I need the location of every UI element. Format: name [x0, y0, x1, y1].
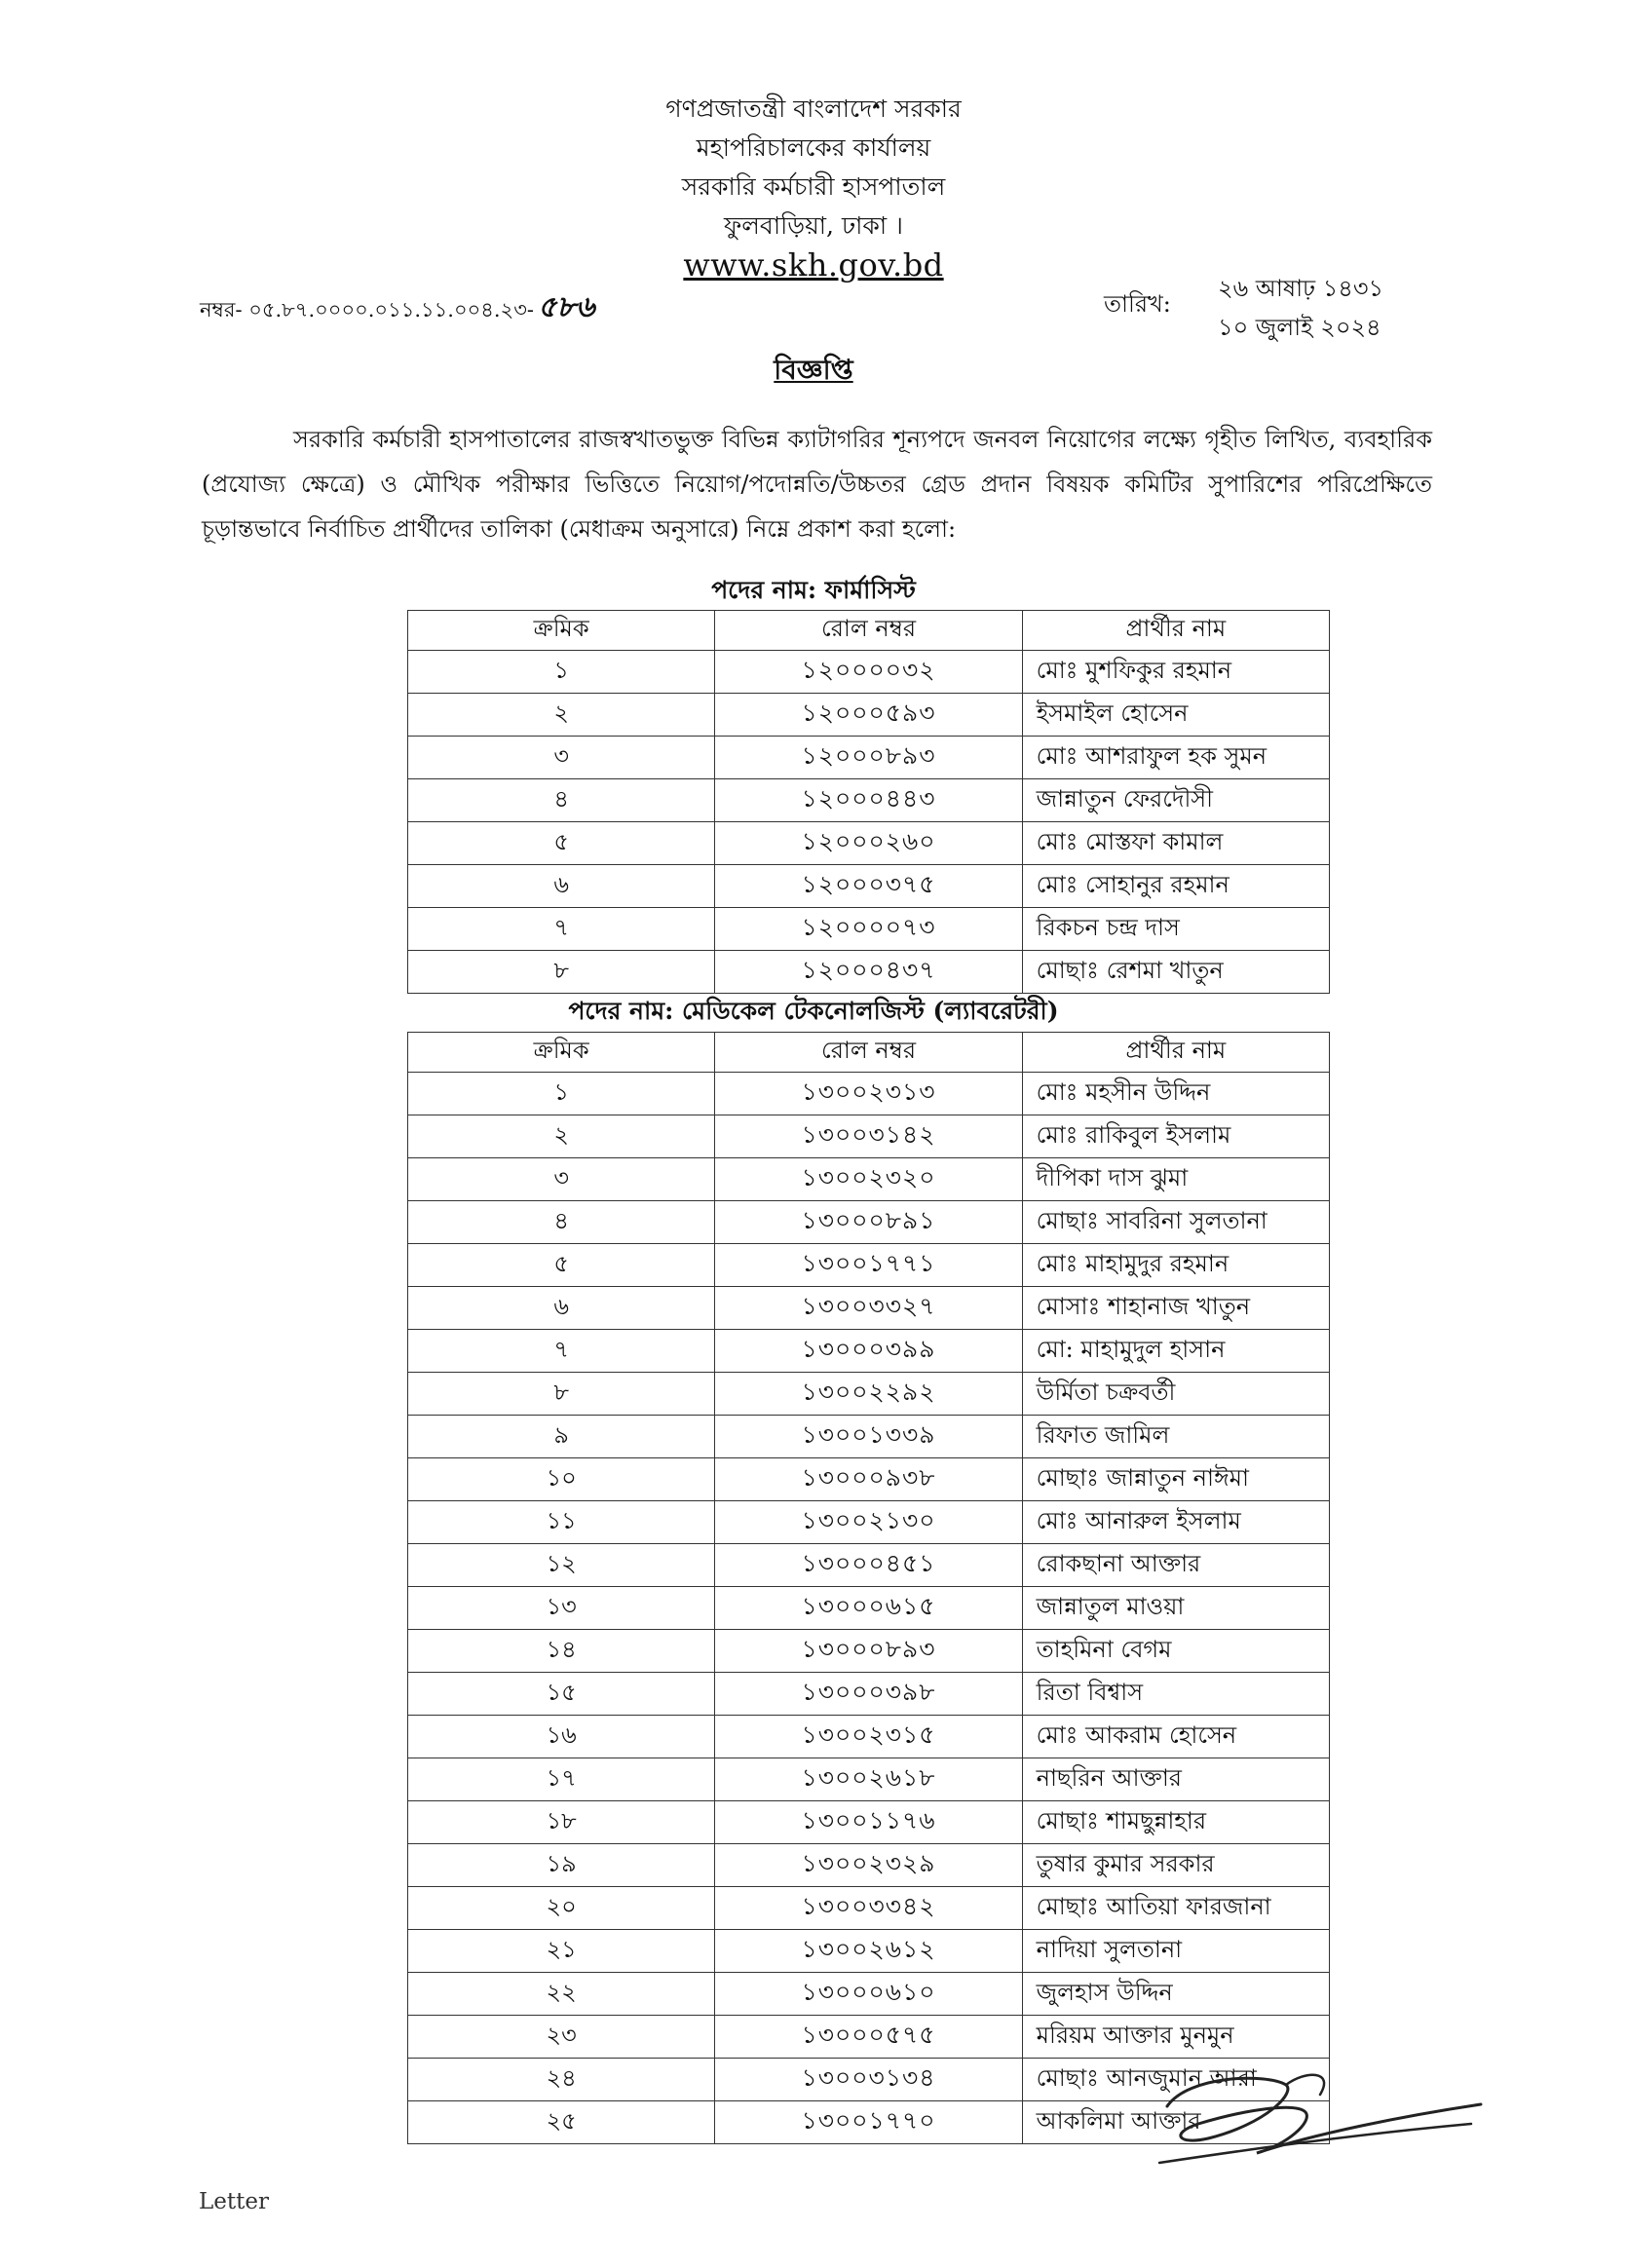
table-row: [408, 1244, 1330, 1287]
roll-number-cell: ১৩০০০৬১০: [715, 1973, 1022, 2016]
website-link[interactable]: www.skh.gov.bd: [683, 246, 944, 284]
roll-number-cell: ১২০০০৩৭৫: [715, 865, 1022, 908]
memo-number: [200, 290, 594, 327]
serial-cell: ৫: [408, 822, 715, 865]
roll-number-cell: ১৩০০০৮৯১: [715, 1201, 1022, 1244]
candidate-name-cell: জান্নাতুল মাওয়া: [1022, 1587, 1329, 1630]
pharmacist-table: [407, 610, 1330, 994]
serial-cell: ৮: [408, 951, 715, 994]
serial-cell: ৭: [408, 908, 715, 951]
table-row: [408, 1373, 1330, 1416]
serial-cell: ৪: [408, 1201, 715, 1244]
serial-cell: ১৯: [408, 1844, 715, 1887]
table-row: [408, 779, 1330, 822]
serial-cell: ২১: [408, 1930, 715, 1973]
table-row: [408, 1073, 1330, 1115]
hospital-name: সরকারি কর্মচারী হাসপাতাল: [681, 172, 946, 201]
table-row: [408, 1673, 1330, 1716]
pharmacist-table-body: [408, 651, 1330, 994]
candidate-name-cell: মোঃ আনারুল ইসলাম: [1022, 1501, 1329, 1544]
roll-number-cell: ১৩০০০৬১৫: [715, 1587, 1022, 1630]
col-roll-header: রোল নম্বর: [715, 1033, 1022, 1073]
roll-number-cell: ১৩০০১১৭৬: [715, 1801, 1022, 1844]
table-row: [408, 737, 1330, 779]
table2-caption: পদের নাম: মেডিকেল টেকনোলজিস্ট (ল্যাবরেটরী): [568, 997, 1059, 1025]
candidate-name-cell: মোসাঃ শাহানাজ খাতুন: [1022, 1287, 1329, 1330]
table-row: [408, 1973, 1330, 2016]
serial-cell: ১৪: [408, 1630, 715, 1673]
serial-cell: ২: [408, 694, 715, 737]
serial-cell: ১৩: [408, 1587, 715, 1630]
table-row: [408, 1287, 1330, 1330]
signature-icon: [1150, 2056, 1491, 2176]
col-serial-header: ক্রমিক: [408, 611, 715, 651]
table-row: [408, 651, 1330, 694]
candidate-name-cell: মোছাঃ আতিয়া ফারজানা: [1022, 1887, 1329, 1930]
serial-cell: ২০: [408, 1887, 715, 1930]
roll-number-cell: ১৩০০০৯৩৮: [715, 1458, 1022, 1501]
medtech-table-body: [408, 1073, 1330, 2144]
candidate-name-cell: জান্নাতুন ফেরদৌসী: [1022, 779, 1329, 822]
candidate-name-cell: মোছাঃ সাবরিনা সুলতানা: [1022, 1201, 1329, 1244]
roll-number-cell: ১৩০০২২৯২: [715, 1373, 1022, 1416]
date-block: [1218, 269, 1383, 347]
table-row: [408, 1930, 1330, 1973]
candidate-name-cell: জুলহাস উদ্দিন: [1022, 1973, 1329, 2016]
table-row: [408, 694, 1330, 737]
serial-cell: ৩: [408, 1158, 715, 1201]
candidate-name-cell: ইসমাইল হোসেন: [1022, 694, 1329, 737]
notice-body: সরকারি কর্মচারী হাসপাতালের রাজস্বখাতভুক্ত বিভিন্ন ক্যাটাগরির শূন্যপদে জনবল নিয়োগের লক্ষ্যে গৃহীত লিখিত, ব্যবহারিক (প্রযোজ্য ক্ষেত্রে) ও মৌখিক পরীক্ষার ভিত্তিতে নিয়োগ/পদোন্নতি/উচ্চতর গ্রেড প্রদান বিষয়ক কমিটির সুপারিশের পরিপ্রেক্ষিতে চূড়ান্তভাবে নির্বাচিত প্রার্থীদের তালিকা (মেধাক্রম অনুসারে) নিম্নে প্রকাশ করা হলো:: [202, 426, 1432, 543]
serial-cell: ১১: [408, 1501, 715, 1544]
candidate-name-cell: রোকছানা আক্তার: [1022, 1544, 1329, 1587]
candidate-name-cell: তাহমিনা বেগম: [1022, 1630, 1329, 1673]
govt-name: গণপ্রজাতন্ত্রী বাংলাদেশ সরকার: [665, 94, 962, 123]
serial-cell: ৯: [408, 1416, 715, 1458]
table-header-row: [408, 611, 1330, 651]
roll-number-cell: ১৩০০২৩২০: [715, 1158, 1022, 1201]
table-row: [408, 2016, 1330, 2059]
serial-cell: ২২: [408, 1973, 715, 2016]
serial-cell: ১২: [408, 1544, 715, 1587]
date-english: ১০ জুলাই ২০২৪: [1218, 314, 1381, 341]
serial-cell: ৬: [408, 1287, 715, 1330]
candidate-name-cell: মোঃ মহসীন উদ্দিন: [1022, 1073, 1329, 1115]
roll-number-cell: ১৩০০০৩৯৯: [715, 1330, 1022, 1373]
roll-number-cell: ১৩০০২৩১৫: [715, 1716, 1022, 1758]
candidate-name-cell: মোঃ রাকিবুল ইসলাম: [1022, 1115, 1329, 1158]
candidate-name-cell: মোছাঃ আনজুমান আরা: [1022, 2059, 1329, 2101]
table-row: [408, 1716, 1330, 1758]
table-row: [408, 865, 1330, 908]
serial-cell: ৬: [408, 865, 715, 908]
roll-number-cell: ১২০০০৪৪৩: [715, 779, 1022, 822]
serial-cell: ৩: [408, 737, 715, 779]
candidate-name-cell: নাদিয়া সুলতানা: [1022, 1930, 1329, 1973]
footer-label: Letter: [199, 2189, 269, 2214]
table-row: [408, 908, 1330, 951]
memo-handwritten-suffix: ৫৮৬: [537, 290, 595, 324]
candidate-name-cell: মোছাঃ শামছুন্নাহার: [1022, 1801, 1329, 1844]
table-row: [408, 1887, 1330, 1930]
serial-cell: ১: [408, 651, 715, 694]
candidate-name-cell: মোঃ আকরাম হোসেন: [1022, 1716, 1329, 1758]
date-label: তারিখ:: [1104, 290, 1171, 318]
table-row: [408, 1544, 1330, 1587]
table-row: [408, 1501, 1330, 1544]
serial-cell: ৫: [408, 1244, 715, 1287]
roll-number-cell: ১৩০০২৬১৮: [715, 1758, 1022, 1801]
candidate-name-cell: মরিয়ম আক্তার মুনমুন: [1022, 2016, 1329, 2059]
col-name-header: প্রার্থীর নাম: [1022, 611, 1329, 651]
roll-number-cell: ১৩০০৩১৩৪: [715, 2059, 1022, 2101]
serial-cell: ৪: [408, 779, 715, 822]
serial-cell: ২৪: [408, 2059, 715, 2101]
candidate-name-cell: মোঃ মুশফিকুর রহমান: [1022, 651, 1329, 694]
candidate-name-cell: রিতা বিশ্বাস: [1022, 1673, 1329, 1716]
col-name-header: প্রার্থীর নাম: [1022, 1033, 1329, 1073]
table-row: [408, 1801, 1330, 1844]
roll-number-cell: ১৩০০২৬১২: [715, 1930, 1022, 1973]
serial-cell: ২: [408, 1115, 715, 1158]
notice-title-text: বিজ্ঞপ্তি: [774, 354, 853, 386]
candidate-name-cell: মোঃ সোহানুর রহমান: [1022, 865, 1329, 908]
table-row: [408, 1844, 1330, 1887]
candidate-name-cell: মোছাঃ রেশমা খাতুন: [1022, 951, 1329, 994]
candidate-name-cell: মোঃ মাহামুদুর রহমান: [1022, 1244, 1329, 1287]
col-roll-header: রোল নম্বর: [715, 611, 1022, 651]
table-row: [408, 1115, 1330, 1158]
serial-cell: ১৬: [408, 1716, 715, 1758]
candidate-name-cell: আকলিমা আক্তার: [1022, 2101, 1329, 2144]
roll-number-cell: ১৩০০৩৩৪২: [715, 1887, 1022, 1930]
table-row: [408, 1758, 1330, 1801]
roll-number-cell: ১৩০০৩১৪২: [715, 1115, 1022, 1158]
table-row: [408, 1587, 1330, 1630]
roll-number-cell: ১৩০০০৩৯৮: [715, 1673, 1022, 1716]
serial-cell: ২৩: [408, 2016, 715, 2059]
roll-number-cell: ১৩০০২৩২৯: [715, 1844, 1022, 1887]
roll-number-cell: ১৩০০০৫৭৫: [715, 2016, 1022, 2059]
letterhead: [0, 90, 1627, 284]
candidate-name-cell: মোঃ আশরাফুল হক সুমন: [1022, 737, 1329, 779]
candidate-name-cell: মো: মাহামুদুল হাসান: [1022, 1330, 1329, 1373]
serial-cell: ১৫: [408, 1673, 715, 1716]
table-row: [408, 1416, 1330, 1458]
date-bangla: ২৬ আষাঢ় ১৪৩১: [1218, 275, 1384, 302]
roll-number-cell: ১৩০০১৭৭০: [715, 2101, 1022, 2144]
roll-number-cell: ১২০০০৪৩৭: [715, 951, 1022, 994]
table-row: [408, 1158, 1330, 1201]
roll-number-cell: ১২০০০২৬০: [715, 822, 1022, 865]
medtech-table: [407, 1032, 1330, 2144]
table-row: [408, 1458, 1330, 1501]
col-serial-header: ক্রমিক: [408, 1033, 715, 1073]
candidate-name-cell: দীপিকা দাস ঝুমা: [1022, 1158, 1329, 1201]
serial-cell: ৭: [408, 1330, 715, 1373]
candidate-name-cell: উর্মিতা চক্রবর্তী: [1022, 1373, 1329, 1416]
roll-number-cell: ১২০০০৮৯৩: [715, 737, 1022, 779]
candidate-name-cell: মোঃ মোস্তফা কামাল: [1022, 822, 1329, 865]
memo-number-text: নম্বর- ০৫.৮৭.০০০০.০১১.১১.০০৪.২৩-: [200, 298, 534, 321]
candidate-name-cell: তুষার কুমার সরকার: [1022, 1844, 1329, 1887]
table1-caption: পদের নাম: ফার্মাসিস্ট: [711, 576, 916, 604]
roll-number-cell: ১২০০০০৩২: [715, 651, 1022, 694]
table-row: [408, 1201, 1330, 1244]
table-row: [408, 822, 1330, 865]
notice-title: [0, 349, 1627, 395]
hospital-address: ফুলবাড়িয়া, ঢাকা ।: [724, 211, 903, 240]
office-name: মহাপরিচালকের কার্যালয়: [696, 133, 931, 162]
roll-number-cell: ১৩০০০৮৯৩: [715, 1630, 1022, 1673]
roll-number-cell: ১২০০০০৭৩: [715, 908, 1022, 951]
candidate-name-cell: মোছাঃ জান্নাতুন নাঈমা: [1022, 1458, 1329, 1501]
table-row: [408, 951, 1330, 994]
serial-cell: ১: [408, 1073, 715, 1115]
serial-cell: ৮: [408, 1373, 715, 1416]
table-header-row: [408, 1033, 1330, 1073]
roll-number-cell: ১৩০০০৪৫১: [715, 1544, 1022, 1587]
roll-number-cell: ১৩০০৩৩২৭: [715, 1287, 1022, 1330]
candidate-name-cell: রিফাত জামিল: [1022, 1416, 1329, 1458]
roll-number-cell: ১৩০০১৩৩৯: [715, 1416, 1022, 1458]
roll-number-cell: ১৩০০২৩১৩: [715, 1073, 1022, 1115]
table-row: [408, 1330, 1330, 1373]
serial-cell: ১৭: [408, 1758, 715, 1801]
candidate-name-cell: রিকচন চন্দ্র দাস: [1022, 908, 1329, 951]
serial-cell: ২৫: [408, 2101, 715, 2144]
candidate-name-cell: নাছরিন আক্তার: [1022, 1758, 1329, 1801]
roll-number-cell: ১২০০০৫৯৩: [715, 694, 1022, 737]
serial-cell: ১০: [408, 1458, 715, 1501]
roll-number-cell: ১৩০০২১৩০: [715, 1501, 1022, 1544]
serial-cell: ১৮: [408, 1801, 715, 1844]
roll-number-cell: ১৩০০১৭৭১: [715, 1244, 1022, 1287]
table-row: [408, 1630, 1330, 1673]
